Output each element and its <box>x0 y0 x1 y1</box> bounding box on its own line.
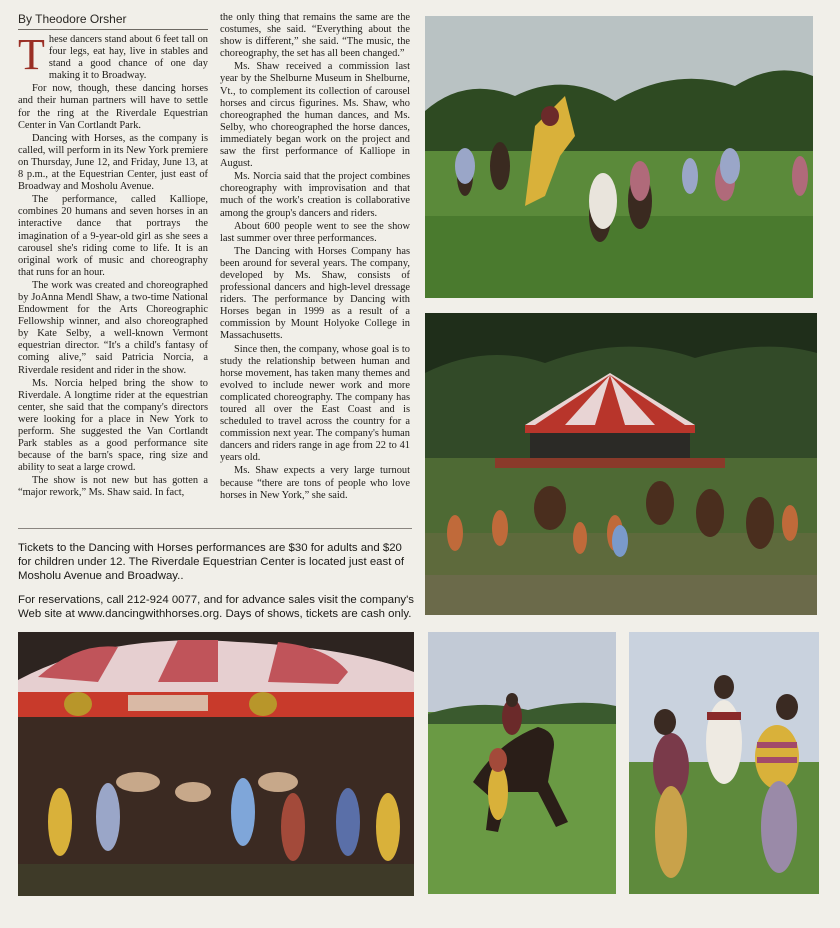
paragraph: Since then, the company, whose goal is to study the relationship between human and horse movement, has taken many themes and evolved to include newer work and more complicated choreography. The company has toured all over the East Coast and is scheduled to travel across the country for a commission next year. The company's human dancers and riders range in age from 22 to 41 years old. <box>220 343 410 464</box>
paragraph: Ms. Shaw expects a very large turnout because “there are tons of people who love horses in New York,” she said. <box>220 465 410 501</box>
photo-carousel-riders <box>425 313 817 615</box>
paragraph: Dancing with Horses, as the company is called, will perform in its New York premiere on Thursday, June 12, and Friday, June 13, at 8 p.m., at the Equestrian Center, just east of Broadway and Mosholu Avenue. <box>18 132 208 193</box>
photo-dancers-field <box>425 16 813 298</box>
paragraph: The Dancing with Horses Company has been around for several years. The company, developed by Ms. Shaw, consists of professional dancers and high-level dressage riders. The performance by Dancing with Horses began in 1999 as a result of a commission by Mount Holyoke College in Massachusetts. <box>220 245 410 342</box>
paragraph: Ms. Shaw received a commission last year by the Shelburne Museum in Shelburne, Vt., to complement its collection of carousel horses and circus figurines. Ms. Shaw, who choreographed the human dances, and Ms. Selby, who choreographed the horse dances, immediately began work on the project and saw the first performance of Kalliope in August. <box>220 61 410 170</box>
section-divider <box>18 528 412 529</box>
paragraph: Ms. Norcia helped bring the show to Riverdale. A longtime rider at the equestrian center, she said that the company's directors were looking for a place in New York to perform. She suggested the Van Cortlandt Park stables as a good performance site because of the barn's space, ring size and ability to seat a large crowd. <box>18 377 208 474</box>
paragraph: Ms. Norcia said that the project combines choreography with improvisation and that much of the work's creation is collaborative among the group's dancers and riders. <box>220 171 410 219</box>
paragraph: For now, though, these dancing horses and their human partners will have to settle for the ring at the Riverdale Equestrian Center in Van Cortlandt Park. <box>18 83 208 131</box>
photo-rider-horse <box>428 632 616 894</box>
article-column-2 <box>220 12 410 503</box>
paragraph: About 600 people went to see the show last summer over three performances. <box>220 220 410 244</box>
photo-three-dancers <box>629 632 819 894</box>
paragraph: The work was created and choreographed by JoAnna Mendl Shaw, a two-time National Endowment for the Arts Choreographic Fellowship winner, and also choreographed by Kate Selby, a well-known Vermont equestrian director. “It's a child's fantasy of coming alive,” said Patricia Norcia, a Riverdale resident and rider in the show. <box>18 279 208 376</box>
article-column-1 <box>18 30 208 501</box>
paragraph-lead <box>18 30 208 82</box>
byline: By Theodore Orsher <box>18 12 208 30</box>
ticket-info: Tickets to the Dancing with Horses performances are $30 for adults and $20 for children under 12. The Riverdale Equestrian Center is located just east of Mosholu Avenue and Broadway.. <box>18 542 405 582</box>
reservation-info: For reservations, call 212-924 0077, and for advance sales visit the company's Web site at www.dancingwithhorses.org. Days of shows, tickets are cash only. <box>18 594 414 620</box>
paragraph: The show is not new but has gotten a “major rework,” Ms. Shaw said. In fact, <box>18 475 208 499</box>
drop-cap: T <box>18 30 45 79</box>
lead-text: hese dancers stand about 6 feet tall on four legs, eat hay, live in stables and stand a good chance of one day making it to Broadway. <box>48 34 208 82</box>
photo-carousel-dancers <box>18 632 414 896</box>
paragraph: The performance, called Kalliope, combines 20 humans and seven horses in an interactive dance that portrays the imagination of a 9-year-old girl as she sees a carousel she's riding come to life. It is an original work of music and choreography that runs for an hour. <box>18 194 208 278</box>
paragraph: the only thing that remains the same are the costumes, she said. “Everything about the show is different,” she said. “The music, the choreography, the set has all been changed.” <box>220 12 410 60</box>
